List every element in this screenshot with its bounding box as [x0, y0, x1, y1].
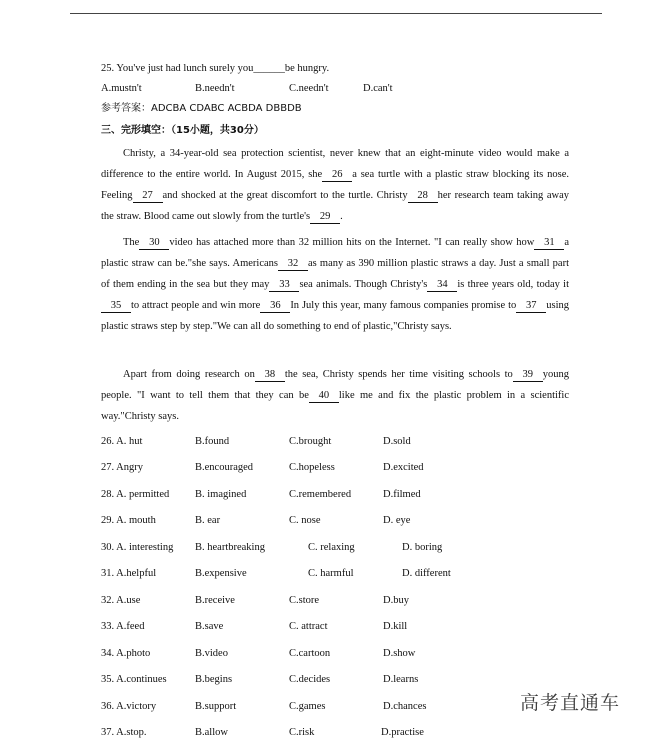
blank-35: 35	[101, 299, 131, 313]
blank-29: 29	[310, 210, 340, 224]
q25-option-d: D.can't	[363, 83, 393, 94]
question-25-stem: 25. You've just had lunch surely you______be hungry.	[101, 63, 330, 74]
q25-option-c: C.needn't	[289, 83, 329, 94]
blank-39: 39	[513, 368, 543, 382]
blank-34: 34	[427, 278, 457, 292]
q25-option-b: B.needn't	[195, 83, 235, 94]
blank-26: 26	[322, 168, 352, 182]
section-title: 三、完形填空：（15小题，共30分）	[101, 125, 264, 136]
blank-37: 37	[516, 299, 546, 313]
passage-paragraph-1: Christy, a 34-year-old sea protection scientist, never knew that an eight-minute video would make a difference to the entire world. In August 2015, she 26 a sea turtle with a plastic straw blocking its nose. Feeling 27 and shocked at the great discomfort to the turtle. Christy 28 her research team taking away the straw. Blood came out slowly from the turtle's 29 .	[101, 148, 569, 222]
blank-28: 28	[408, 189, 438, 203]
header-rule	[70, 13, 602, 14]
watermark-text: 高考直通车	[519, 692, 620, 714]
answer-key: 参考答案：ADCBA CDABC ACBDA DBBDB	[101, 103, 302, 114]
passage-paragraph-3: Apart from doing research on 38 the sea, Christy spends her time visiting schools to 39 young people. "I want to tell them that they can be 40 like me and fix the plastic problem in a scientific way."Christy says.	[101, 369, 569, 422]
blank-33: 33	[269, 278, 299, 292]
blank-36: 36	[260, 299, 290, 313]
blank-38: 38	[255, 368, 285, 382]
blank-30: 30	[139, 236, 169, 250]
blank-31: 31	[534, 236, 564, 250]
passage-paragraph-2: The 30 video has attached more than 32 million hits on the Internet. "I can really show how 31 a plastic straw can be."she says. Americans 32 as many as 390 million plastic straws a day. Just a small part of them ending in the sea but they may 33 sea animals. Though Christy's 34 is three years old, today it35 to attract people and win more 36 In July this year, many famous companies promise to 37 using plastic straws step by step."We can all do something to end of plastic,"Christy says.	[101, 237, 570, 332]
blank-32: 32	[278, 257, 308, 271]
q25-option-a: A.mustn't	[101, 83, 142, 94]
blank-27: 27	[133, 189, 163, 203]
blank-40: 40	[309, 389, 339, 403]
